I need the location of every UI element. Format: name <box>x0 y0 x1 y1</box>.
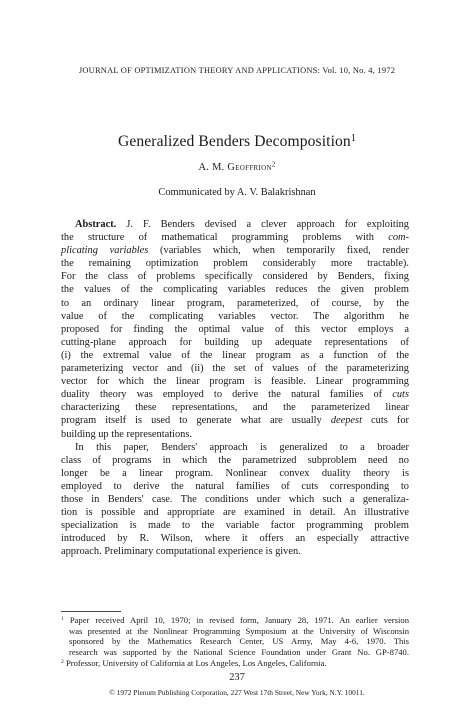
abstract-line-text: J. F. Benders devised a clever approach for exploiting <box>126 219 409 230</box>
abstract-line: value of the complicating variables vector. The algorithm he <box>61 310 409 322</box>
abstract-line: duality theory was employed to derive the natural families of cuts <box>61 389 409 401</box>
author-footnote-marker: 2 <box>271 161 276 169</box>
abstract-line: building up the representations. <box>61 428 193 440</box>
abstract-body <box>61 218 409 558</box>
footnote-line-text: Paper received April 10, 1970; in revised form, January 28, 1971. An earlier version <box>69 615 409 625</box>
abstract-line <box>61 218 409 231</box>
footnote-line: research was supported by the National Science Foundation under Grant No. GP-8740. <box>69 647 409 658</box>
author-line <box>0 162 474 173</box>
abstract-line: For the class of problems specifically considered by Benders, fixing <box>61 271 409 283</box>
footnote-line <box>61 615 409 626</box>
abstract-line: In this paper, Benders' approach is generalized to a broader <box>75 441 409 453</box>
abstract-line: characterizing these representations, and the parameterized linear <box>61 402 409 414</box>
footnote-line-text: Professor, University of California at Los Angeles, Los Angeles, California. <box>65 657 327 668</box>
abstract-line: employed to derive the natural families of cuts corresponding to <box>61 480 409 492</box>
footnote-line: sponsored by the Mathematics Research Center, US Army, May 4-6, 1970. This <box>69 636 409 647</box>
abstract-line: the remaining optimization problem considerably more tractable). <box>61 258 409 270</box>
abstract-line: plicating variables (variables which, when temporarily fixed, render <box>61 245 409 257</box>
abstract-line: class of programs in which the parametrized subproblem need no <box>61 454 409 466</box>
abstract-line: those in Benders' case. The conditions under which such a generaliza- <box>61 493 409 505</box>
running-header: JOURNAL OF OPTIMIZATION THEORY AND APPLICATIONS: Vol. 10, No. 4, 1972 <box>78 66 396 75</box>
footnote-line <box>61 658 409 669</box>
footnotes <box>61 615 409 669</box>
copyright-line: © 1972 Plenum Publishing Corporation, 227 West 17th Street, New York, N.Y. 10011. <box>109 688 365 697</box>
paper-title <box>0 133 474 151</box>
footnote-marker: 2 <box>61 659 64 666</box>
abstract-line: tion is possible and appropriate are examined in detail. An illustrative <box>61 507 409 519</box>
abstract-line: vector for which the linear program is feasible. Linear programming <box>61 376 409 388</box>
abstract-line: (i) the extremal value of the linear program as a function of the <box>61 349 409 361</box>
abstract-line: cutting-plane approach for building up adequate representations of <box>61 336 409 348</box>
abstract-line: parameterizing vector and (ii) the set of values of the parameterizing <box>61 363 409 375</box>
abstract-line: introduced by R. Wilson, where it offers an especially attractive <box>61 533 409 545</box>
abstract-line: longer be a linear program. Nonlinear convex duality theory is <box>61 467 409 479</box>
communicated-by: Communicated by A. V. Balakrishnan <box>158 187 316 198</box>
abstract-label: Abstract. <box>75 219 117 230</box>
abstract-line: approach. Preliminary computational experience is given. <box>61 546 301 558</box>
paper-title-text: Generalized Benders Decomposition <box>118 133 351 150</box>
abstract-line: to an ordinary linear program, parameterized, of course, by the <box>61 297 409 309</box>
abstract-line: program itself is used to generate what are usually deepest cuts for <box>61 415 409 427</box>
author-name: A. M. Geoffrion <box>198 162 272 173</box>
footnote-line: was presented at the Nonlinear Programming Symposium at the University of Wisconsin <box>69 625 409 636</box>
title-footnote-marker: 1 <box>350 132 356 144</box>
abstract-line: proposed for finding the optimal value of this vector employs a <box>61 323 409 335</box>
abstract-line: the values of the complicating variables reduces the given problem <box>61 284 409 296</box>
abstract-line: specialization is made to the variable factor programming problem <box>61 520 409 532</box>
footnote-marker: 1 <box>61 616 64 623</box>
footnote-rule <box>61 611 121 612</box>
page-number: 237 <box>229 672 245 683</box>
abstract-line: the structure of mathematical programming problems with com- <box>61 232 409 244</box>
